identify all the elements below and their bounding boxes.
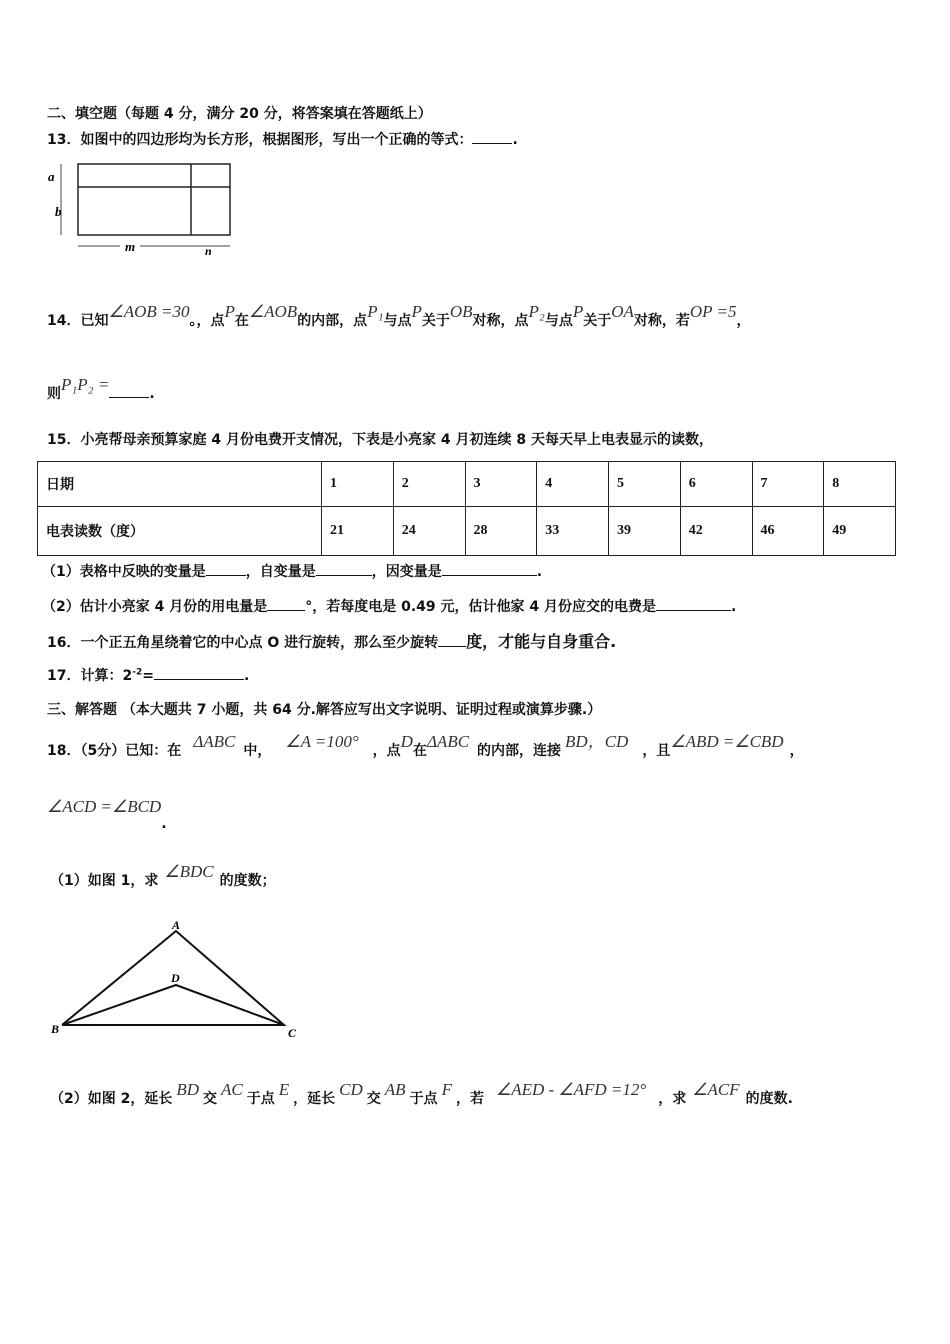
text: 的内部，点 (297, 313, 368, 329)
text: ，且 (642, 743, 671, 759)
q15-part1 (42, 561, 542, 581)
math: BD，CD (565, 732, 629, 751)
q18-line2 (47, 797, 167, 832)
triangle-figure-1 (45, 915, 305, 1045)
math: P (411, 302, 422, 321)
math: P (572, 302, 584, 321)
answer-blank (656, 598, 731, 611)
math: OB (449, 302, 473, 321)
text: ，延长 (293, 1091, 336, 1107)
text: 对称，点 (472, 313, 529, 329)
q18-part1 (50, 862, 276, 890)
row-label: 电表读数（度） (38, 507, 322, 556)
text: 的内部，连接 (477, 743, 562, 759)
math: E (278, 1080, 290, 1099)
text: ， (789, 743, 804, 759)
math: P₂ (528, 302, 545, 321)
q15-text: 15．小亮帮母亲预算家庭 4 月份电费开支情况，下表是小亮家 4 月初连续 8 天每天早上电表显示的读数， (47, 432, 713, 448)
text: 交 (203, 1091, 218, 1107)
math: BD (176, 1080, 200, 1099)
table-row-dates (38, 462, 896, 507)
text: 与点 (544, 313, 573, 329)
text: . (161, 816, 167, 832)
q15-part2 (42, 596, 736, 616)
cell: 33 (537, 507, 609, 556)
answer-blank (438, 634, 466, 647)
text: ，自变量是 (245, 564, 316, 580)
math: ∠ACD =∠BCD (47, 797, 162, 816)
q13-text: 13．如图中的四边形均为长方形，根据图形，写出一个正确的等式： (47, 132, 473, 148)
text: ，点 (372, 743, 401, 759)
text: 17．计算：2 (47, 668, 133, 684)
math: P₁ (367, 302, 384, 321)
text: ，因变量是 (371, 564, 442, 580)
text: 16．一个正五角星绕着它的中心点 O 进行旋转，那么至少旋转 (47, 635, 439, 651)
math: ∠ACF (692, 1080, 740, 1099)
text: 在 (412, 743, 427, 759)
rectangle-figure (45, 158, 240, 263)
math: ∠BDC (164, 862, 214, 881)
q17 (47, 665, 249, 685)
text: 则 (47, 386, 61, 402)
math: ∠A =100° (285, 732, 359, 751)
math: P (224, 302, 235, 321)
math: OP =5 (689, 302, 737, 321)
answer-blank (154, 667, 244, 680)
answer-blank (472, 131, 512, 144)
text: 度，才能与自身重合. (466, 632, 617, 651)
answer-blank (267, 598, 305, 611)
cell: 1 (322, 462, 394, 507)
text: 对称，若 (633, 313, 690, 329)
text: （1）表格中反映的变量是 (42, 564, 206, 580)
cell: 46 (752, 507, 824, 556)
q14-line2 (47, 375, 155, 403)
math: AB (384, 1080, 406, 1099)
text: 的度数； (219, 873, 276, 889)
text: 的度数. (745, 1091, 793, 1107)
text: ，若 (455, 1091, 484, 1107)
text: ， (736, 313, 751, 329)
text: ，求 (658, 1091, 687, 1107)
cell: 6 (680, 462, 752, 507)
text: 于点 (409, 1091, 438, 1107)
q13-end: . (512, 132, 518, 148)
label-n: n (205, 244, 212, 258)
text: . (731, 599, 737, 615)
cell: 8 (824, 462, 896, 507)
text: 中， (243, 743, 272, 759)
text: = (142, 668, 154, 684)
math: D (400, 732, 413, 751)
math: AC (221, 1080, 243, 1099)
cell: 2 (393, 462, 465, 507)
text: . (149, 386, 155, 402)
q18-part2 (50, 1080, 793, 1108)
q18-line1 (47, 732, 804, 760)
text: （2）如图 2，延长 (50, 1091, 173, 1107)
cell: 49 (824, 507, 896, 556)
text: °，若每度电是 0.49 元，估计他家 4 月份应交的电费是 (305, 599, 657, 615)
text: 在 (234, 313, 249, 329)
label-D: D (171, 971, 180, 985)
label-a: a (48, 169, 55, 184)
q14-line1 (47, 302, 751, 330)
math: ΔABC (193, 732, 236, 751)
section3-heading: 三、解答题 （本大题共 7 小题，共 64 分.解答应写出文字说明、证明过程或演算步骤.） (47, 702, 602, 718)
label-C: C (288, 1026, 297, 1040)
math: OA (611, 302, 634, 321)
cell: 4 (537, 462, 609, 507)
cell: 42 (680, 507, 752, 556)
math: ∠AED - ∠AFD =12° (495, 1080, 647, 1099)
text: （2）估计小亮家 4 月份的用电量是 (42, 599, 268, 615)
text: 关于 (583, 313, 612, 329)
text: 与点 (383, 313, 412, 329)
table-row-readings (38, 507, 896, 556)
math: F (441, 1080, 452, 1099)
text: . (536, 564, 543, 580)
text: . (243, 668, 250, 684)
cell: 28 (465, 507, 537, 556)
cell: 39 (609, 507, 681, 556)
label-A: A (172, 918, 181, 932)
text: 于点 (246, 1091, 275, 1107)
math: CD (339, 1080, 363, 1099)
answer-blank (442, 563, 537, 576)
math: ∠AOB (248, 302, 298, 321)
cell: 21 (322, 507, 394, 556)
label-B: B (51, 1022, 60, 1036)
label-m: m (125, 239, 136, 254)
row-label: 日期 (38, 462, 322, 507)
q16 (47, 629, 616, 652)
cell: 7 (752, 462, 824, 507)
answer-blank (316, 563, 372, 576)
cell: 24 (393, 507, 465, 556)
q13 (47, 129, 518, 149)
section2-heading: 二、填空题（每题 4 分，满分 20 分，将答案填在答题纸上） (47, 106, 432, 122)
cell: 5 (609, 462, 681, 507)
math: ∠AOB =30 (108, 302, 190, 321)
text: 关于 (421, 313, 450, 329)
cell: 3 (465, 462, 537, 507)
text: 18．（5分）已知：在 (47, 743, 182, 759)
label-b: b (55, 204, 62, 219)
exponent: -2 (132, 667, 143, 678)
text: （1）如图 1，求 (50, 873, 159, 889)
text: 。，点 (189, 313, 225, 329)
text: 14．已知 (47, 313, 109, 329)
math: P₁P₂ = (61, 375, 110, 394)
answer-blank (206, 563, 246, 576)
answer-blank (109, 385, 149, 398)
meter-table (37, 461, 896, 556)
text: 交 (366, 1091, 381, 1107)
math: ΔABC (426, 732, 470, 751)
math: ∠ABD =∠CBD (670, 732, 784, 751)
